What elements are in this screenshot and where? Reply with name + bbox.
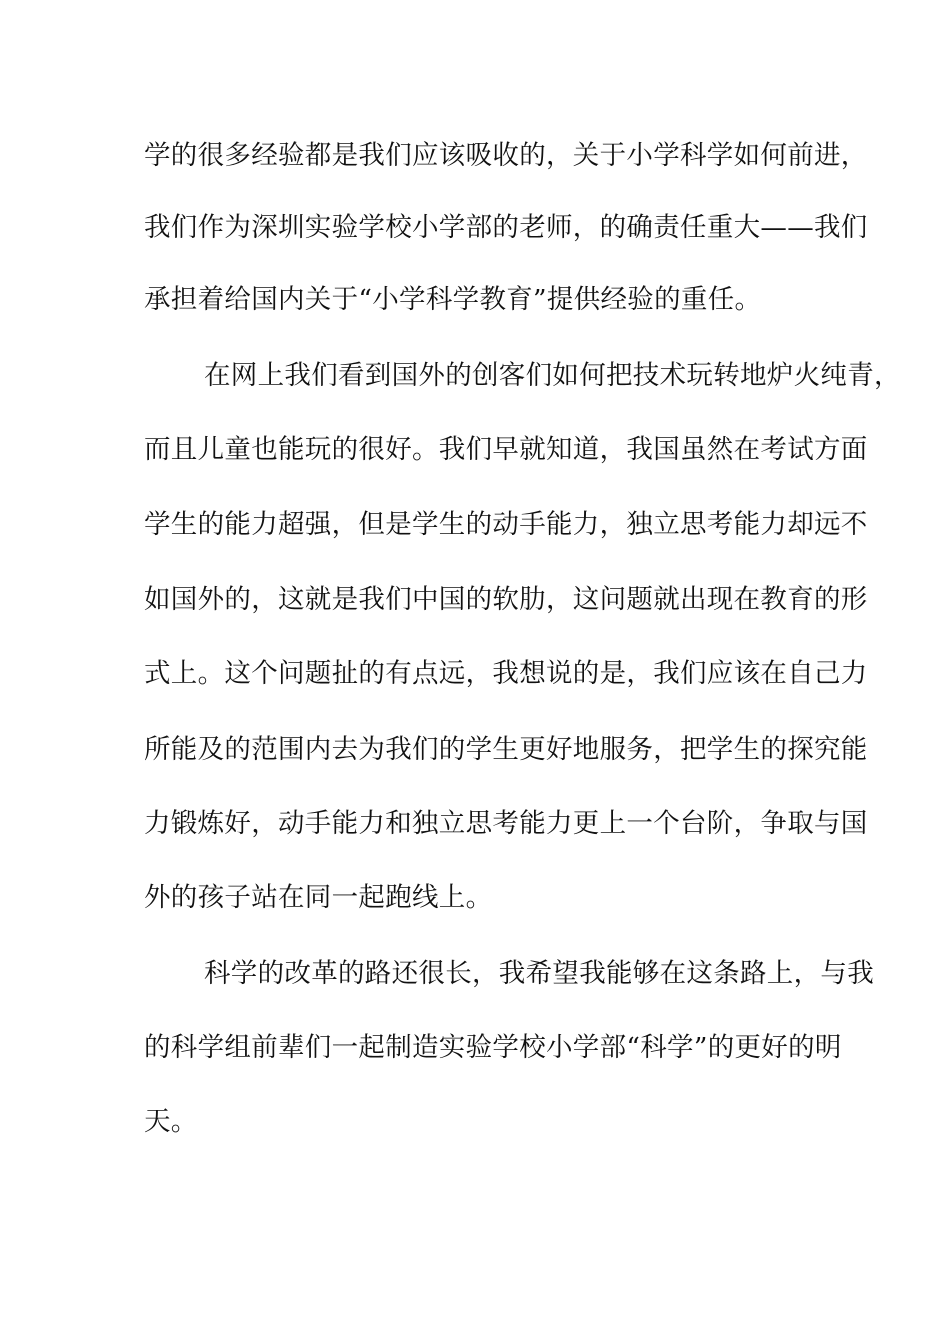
text-line: 如国外的，这就是我们中国的软肋，这问题就出现在教育的形 xyxy=(144,584,868,615)
text-line: 承担着给国内关于“小学科学教育”提供经验的重任。 xyxy=(144,284,762,315)
text-line: 力锻炼好，动手能力和独立思考能力更上一个台阶，争取与国 xyxy=(144,808,868,839)
text-line: 天。 xyxy=(144,1106,198,1137)
text-line: 的科学组前辈们一起制造实验学校小学部“科学”的更好的明 xyxy=(144,1032,842,1063)
text-line: 而且儿童也能玩的很好。我们早就知道，我国虽然在考试方面 xyxy=(144,434,868,465)
text-line: 学生的能力超强，但是学生的动手能力，独立思考能力却远不 xyxy=(144,509,868,540)
text-line: 所能及的范围内去为我们的学生更好地服务，把学生的探究能 xyxy=(144,734,868,765)
text-line: 学的很多经验都是我们应该吸收的，关于小学科学如何前进， xyxy=(144,140,868,171)
text-line: 我们作为深圳实验学校小学部的老师，的确责任重大——我们 xyxy=(144,212,868,243)
paragraph-first-line: 在网上我们看到国外的创客们如何把技术玩转地炉火纯青， xyxy=(204,360,901,391)
text-line: 式上。这个问题扯的有点远，我想说的是，我们应该在自己力 xyxy=(144,658,868,689)
paragraph-first-line: 科学的改革的路还很长，我希望我能够在这条路上，与我 xyxy=(204,958,874,989)
text-line: 外的孩子站在同一起跑线上。 xyxy=(144,882,493,913)
